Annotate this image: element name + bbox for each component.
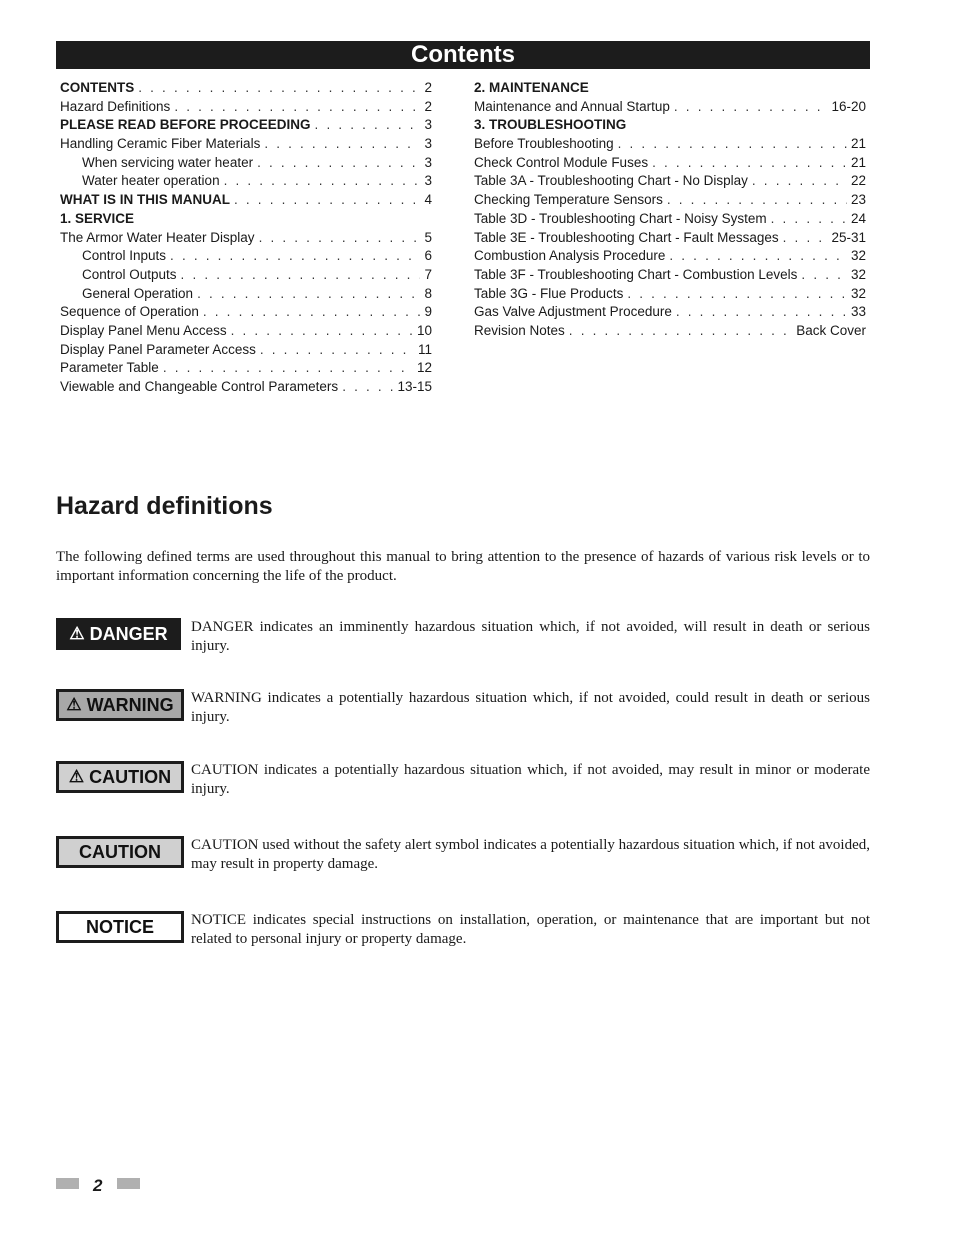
danger-description: DANGER indicates an imminently hazardous situation which, if not avoided, will result in death or serious injury. — [191, 619, 870, 654]
toc-entry-page: 11 — [417, 341, 432, 357]
hazard-definitions-heading: Hazard definitions — [56, 492, 273, 520]
toc-entry[interactable] — [60, 99, 432, 118]
hazard-caution-no-symbol — [56, 836, 870, 876]
toc-entry[interactable] — [474, 286, 866, 305]
toc-leader-dots — [181, 267, 421, 282]
toc-leader-dots — [224, 173, 421, 188]
toc-leader-dots — [801, 267, 847, 282]
safety-alert-icon: ⚠ — [69, 624, 85, 643]
hazard-warning — [56, 689, 870, 729]
toc-leader-dots — [260, 342, 414, 357]
toc-entry[interactable] — [60, 211, 432, 230]
toc-entry-page: 24 — [850, 210, 866, 226]
toc-entry-title: Table 3F - Troubleshooting Chart - Combustion Levels — [474, 266, 798, 282]
toc-entry-page: 33 — [850, 304, 866, 320]
toc-entry-page: 12 — [416, 360, 432, 376]
toc-leader-dots — [674, 99, 828, 114]
caution-description: CAUTION indicates a potentially hazardous situation which, if not avoided, may result in minor or moderate injury. — [191, 762, 870, 797]
toc-leader-dots — [315, 117, 421, 132]
toc-entry-title: General Operation — [82, 285, 194, 301]
toc-entry-title: Hazard Definitions — [60, 98, 171, 114]
toc-entry-page: 23 — [850, 192, 866, 208]
safety-alert-icon: ⚠ — [68, 767, 85, 786]
toc-leader-dots — [618, 136, 847, 151]
toc-entry-page: 13-15 — [397, 379, 432, 394]
toc-entry-title: Control Outputs — [82, 266, 177, 282]
toc-entry-title: Water heater operation — [82, 173, 220, 189]
toc-entry-page: 10 — [416, 322, 432, 338]
footer-bar-left — [56, 1178, 79, 1189]
toc-entry[interactable] — [474, 155, 866, 174]
toc-entry[interactable] — [60, 117, 432, 136]
toc-entry[interactable] — [474, 192, 866, 211]
toc-leader-dots — [264, 136, 420, 151]
toc-leader-dots — [174, 99, 420, 114]
toc-entry-title: Table 3A - Troubleshooting Chart - No Display — [474, 173, 748, 189]
toc-entry-title: Combustion Analysis Procedure — [474, 248, 666, 264]
toc-entry-title: Display Panel Parameter Access — [60, 341, 256, 357]
toc-entry-title: 1. SERVICE — [60, 210, 135, 226]
toc-entry-page: Back Cover — [796, 322, 866, 338]
toc-entry[interactable] — [60, 192, 432, 211]
toc-entry[interactable] — [474, 173, 866, 192]
toc-entry[interactable] — [474, 211, 866, 230]
toc-entry-title: Control Inputs — [82, 248, 167, 264]
toc-left-column — [60, 80, 432, 398]
toc-entry-title: When servicing water heater — [82, 154, 254, 170]
page-number: 2 — [93, 1176, 103, 1195]
hazard-notice — [56, 911, 870, 951]
toc-entry-title: Sequence of Operation — [60, 304, 199, 320]
toc-leader-dots — [669, 248, 847, 263]
toc-entry-title: WHAT IS IN THIS MANUAL — [60, 192, 230, 208]
toc-entry-page: 16-20 — [831, 98, 866, 114]
caution-plain-label-text: CAUTION — [79, 841, 161, 862]
toc-entry[interactable] — [474, 248, 866, 267]
toc-entry-title: Table 3D - Troubleshooting Chart - Noisy System — [474, 210, 767, 226]
contents-title: Contents — [411, 41, 515, 68]
toc-entry-title: Revision Notes — [474, 322, 565, 338]
toc-entry[interactable] — [474, 267, 866, 286]
toc-leader-dots — [234, 192, 421, 207]
footer-bar-right — [117, 1178, 140, 1189]
toc-entry-page: 25-31 — [831, 229, 866, 245]
toc-entry-page: 21 — [850, 154, 866, 170]
toc-entry-page: 4 — [424, 192, 432, 208]
hazard-caution-symbol — [56, 761, 870, 801]
toc-entry-page: 3 — [424, 117, 432, 133]
toc-entry[interactable] — [474, 230, 866, 249]
toc-entry[interactable] — [60, 248, 432, 267]
toc-entry-page: 5 — [424, 229, 432, 245]
notice-label — [56, 911, 184, 943]
toc-entry-title: Check Control Module Fuses — [474, 154, 649, 170]
toc-entry-page: 32 — [850, 266, 866, 282]
hazard-intro-paragraph: The following defined terms are used throughout this manual to bring attention to the presence of hazards of various risk levels or to important information concerning the life of the product. — [56, 549, 870, 584]
toc-entry-title: Display Panel Menu Access — [60, 322, 227, 338]
toc-entry[interactable] — [474, 304, 866, 323]
toc-entry[interactable] — [474, 117, 866, 136]
toc-entry[interactable] — [60, 323, 432, 342]
toc-right-column — [474, 80, 866, 342]
toc-entry[interactable] — [60, 286, 432, 305]
notice-description: NOTICE indicates special instructions on installation, operation, or maintenance that are important but not related to personal injury or property damage. — [191, 912, 870, 947]
toc-entry[interactable] — [60, 360, 432, 379]
toc-leader-dots — [259, 230, 421, 245]
toc-leader-dots — [627, 286, 847, 301]
toc-entry-page: 21 — [850, 136, 866, 152]
toc-entry-title: CONTENTS — [60, 80, 135, 95]
toc-entry-page: 32 — [850, 248, 866, 264]
toc-leader-dots — [257, 155, 420, 170]
toc-entry-page: 2 — [424, 98, 432, 114]
toc-entry-page: 3 — [424, 136, 432, 152]
toc-entry-title: PLEASE READ BEFORE PROCEEDING — [60, 117, 311, 133]
toc-leader-dots — [771, 211, 847, 226]
caution-label — [56, 761, 184, 793]
toc-entry-title: Table 3G - Flue Products — [474, 285, 624, 301]
toc-leader-dots — [752, 173, 847, 188]
toc-entry-title: 3. TROUBLESHOOTING — [474, 117, 627, 133]
caution-label-text: CAUTION — [89, 766, 172, 787]
toc-leader-dots — [170, 248, 420, 263]
toc-entry-title: Viewable and Changeable Control Parameters — [60, 379, 339, 394]
toc-leader-dots — [203, 304, 421, 319]
toc-entry[interactable] — [60, 136, 432, 155]
toc-entry-page: 9 — [424, 304, 432, 320]
toc-leader-dots — [652, 155, 847, 170]
danger-label-text: DANGER — [89, 623, 168, 644]
toc-entry-page: 3 — [424, 173, 432, 189]
caution-plain-description: CAUTION used without the safety alert symbol indicates a potentially hazardous situation which, if not avoided, may result in property damage. — [191, 837, 870, 872]
warning-description: WARNING indicates a potentially hazardous situation which, if not avoided, could result in death or serious injury. — [191, 690, 870, 725]
hazard-danger — [56, 618, 870, 658]
toc-leader-dots — [676, 304, 847, 319]
toc-leader-dots — [138, 80, 420, 95]
toc-entry[interactable] — [60, 304, 432, 323]
toc-entry[interactable] — [60, 80, 432, 99]
toc-entry[interactable] — [474, 80, 866, 99]
toc-leader-dots — [163, 360, 413, 375]
toc-entry[interactable] — [60, 379, 432, 398]
toc-leader-dots — [569, 323, 792, 338]
contents-banner — [56, 41, 870, 69]
toc-entry-title: Gas Valve Adjustment Procedure — [474, 304, 672, 320]
toc-entry-title: Checking Temperature Sensors — [474, 192, 663, 208]
toc-entry[interactable] — [474, 323, 866, 342]
toc-entry-title: Maintenance and Annual Startup — [474, 98, 670, 114]
toc-entry-page: 32 — [850, 285, 866, 301]
toc-leader-dots — [783, 230, 828, 245]
toc-entry[interactable] — [60, 230, 432, 249]
warning-label — [56, 689, 184, 721]
caution-plain-label — [56, 836, 184, 868]
toc-entry-page: 6 — [424, 248, 432, 264]
danger-label — [56, 618, 181, 650]
toc-entry-title: Handling Ceramic Fiber Materials — [60, 136, 261, 152]
toc-entry-title: Before Troubleshooting — [474, 136, 614, 152]
toc-leader-dots — [342, 379, 393, 394]
warning-label-text: WARNING — [86, 694, 174, 715]
toc-entry-page: 22 — [850, 173, 866, 189]
toc-entry[interactable] — [60, 173, 432, 192]
toc-entry-title: The Armor Water Heater Display — [60, 229, 255, 245]
toc-entry-page: 2 — [424, 80, 432, 95]
toc-entry-page: 3 — [424, 154, 432, 170]
toc-entry-page: 8 — [424, 285, 432, 301]
toc-leader-dots — [197, 286, 420, 301]
toc-entry-page: 7 — [424, 266, 432, 282]
toc-entry-title: Parameter Table — [60, 360, 159, 376]
toc-entry-title: 2. MAINTENANCE — [474, 80, 589, 95]
toc-entry[interactable] — [60, 267, 432, 286]
notice-label-text: NOTICE — [85, 916, 154, 937]
toc-entry[interactable] — [60, 155, 432, 174]
toc-leader-dots — [667, 192, 847, 207]
toc-entry[interactable] — [474, 136, 866, 155]
safety-alert-icon: ⚠ — [66, 695, 82, 714]
toc-entry[interactable] — [60, 342, 432, 361]
toc-leader-dots — [231, 323, 413, 338]
toc-entry-title: Table 3E - Troubleshooting Chart - Fault Messages — [474, 229, 779, 245]
toc-entry[interactable] — [474, 99, 866, 118]
